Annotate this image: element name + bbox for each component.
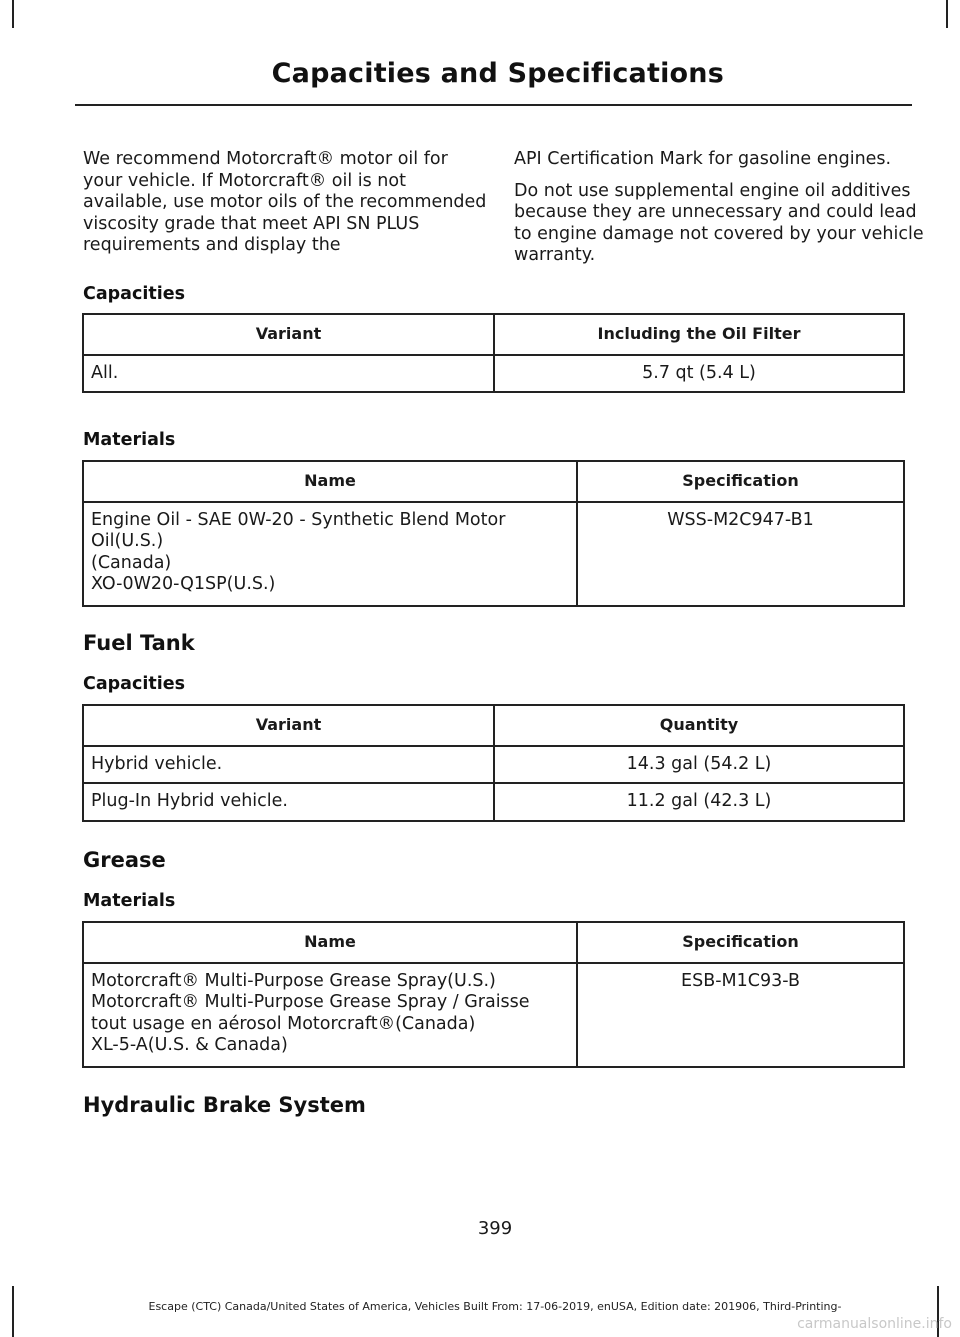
material-name-line: Motorcraft® Multi-Purpose Grease Spray / Graisse tout usage en aérosol Motorcraft®(Canada) (91, 992, 530, 1034)
intro-paragraph: We recommend Motorcraft® motor oil for your vehicle. If Motorcraft® oil is not available, use motor oils of the recommended viscosity grade that meet API SN PLUS requirements and display the (83, 149, 487, 255)
crop-mark-top-left (12, 0, 14, 28)
table-cell: Hybrid vehicle. (83, 746, 494, 784)
table-row (83, 746, 904, 784)
material-name-line: (Canada) (91, 552, 172, 573)
material-name-line: XO-0W20-Q1SP(U.S.) (91, 574, 276, 594)
column-header: Variant (83, 314, 494, 355)
oil-capacities-heading: Capacities (83, 284, 186, 304)
table-header-row (83, 314, 904, 355)
grease-materials-heading: Materials (83, 891, 176, 911)
watermark: carmanualsonline.info (797, 1316, 952, 1332)
page-number: 399 (477, 1218, 513, 1239)
table-header-row (83, 461, 904, 502)
table-cell: WSS-M2C947-B1 (577, 502, 904, 606)
column-header: Specification (577, 461, 904, 502)
column-header: Specification (577, 922, 904, 963)
table-cell (83, 502, 577, 606)
table-row (83, 963, 904, 1067)
material-name-line: Motorcraft® Multi-Purpose Grease Spray(U.S.) (91, 970, 496, 991)
oil-capacities-table (82, 313, 905, 393)
column-header: Name (83, 922, 577, 963)
oil-materials-table (82, 460, 905, 607)
table-cell (83, 963, 577, 1067)
table-cell: 5.7 qt (5.4 L) (494, 355, 904, 393)
table-row (83, 783, 904, 821)
intro-right-column (514, 149, 924, 277)
intro-paragraph: API Certification Mark for gasoline engines. (514, 149, 892, 169)
intro-paragraph: Do not use supplemental engine oil additives because they are unnecessary and could lead to engine damage not covered by your vehicle warranty. (514, 180, 924, 265)
table-cell: Plug-In Hybrid vehicle. (83, 783, 494, 821)
table-header-row (83, 705, 904, 746)
column-header: Including the Oil Filter (494, 314, 904, 355)
page-footer: Escape (CTC) Canada/United States of America, Vehicles Built From: 17-06-2019, enUSA, Edition date: 201906, Third-Printing- (148, 1300, 842, 1313)
table-row (83, 355, 904, 393)
hydraulic-brake-heading: Hydraulic Brake System (83, 1093, 366, 1117)
table-cell: 14.3 gal (54.2 L) (494, 746, 904, 784)
fuel-capacities-table (82, 704, 905, 822)
table-cell: All. (83, 355, 494, 393)
table-cell: ESB-M1C93-B (577, 963, 904, 1067)
grease-materials-table (82, 921, 905, 1068)
title-divider (75, 104, 912, 106)
page-title: Capacities and Specifications (271, 58, 724, 89)
column-header: Quantity (494, 705, 904, 746)
fuel-capacities-heading: Capacities (83, 674, 186, 694)
intro-left-column (83, 149, 488, 267)
table-header-row (83, 922, 904, 963)
oil-materials-heading: Materials (83, 430, 176, 450)
column-header: Variant (83, 705, 494, 746)
material-name-line: XL-5-A(U.S. & Canada) (91, 1035, 288, 1055)
crop-mark-top-right (946, 0, 948, 28)
grease-heading: Grease (83, 848, 166, 872)
table-cell: 11.2 gal (42.3 L) (494, 783, 904, 821)
fuel-tank-heading: Fuel Tank (83, 631, 195, 655)
column-header: Name (83, 461, 577, 502)
table-row (83, 502, 904, 606)
material-name-line: Engine Oil - SAE 0W-20 - Synthetic Blend Motor Oil(U.S.) (91, 509, 506, 551)
